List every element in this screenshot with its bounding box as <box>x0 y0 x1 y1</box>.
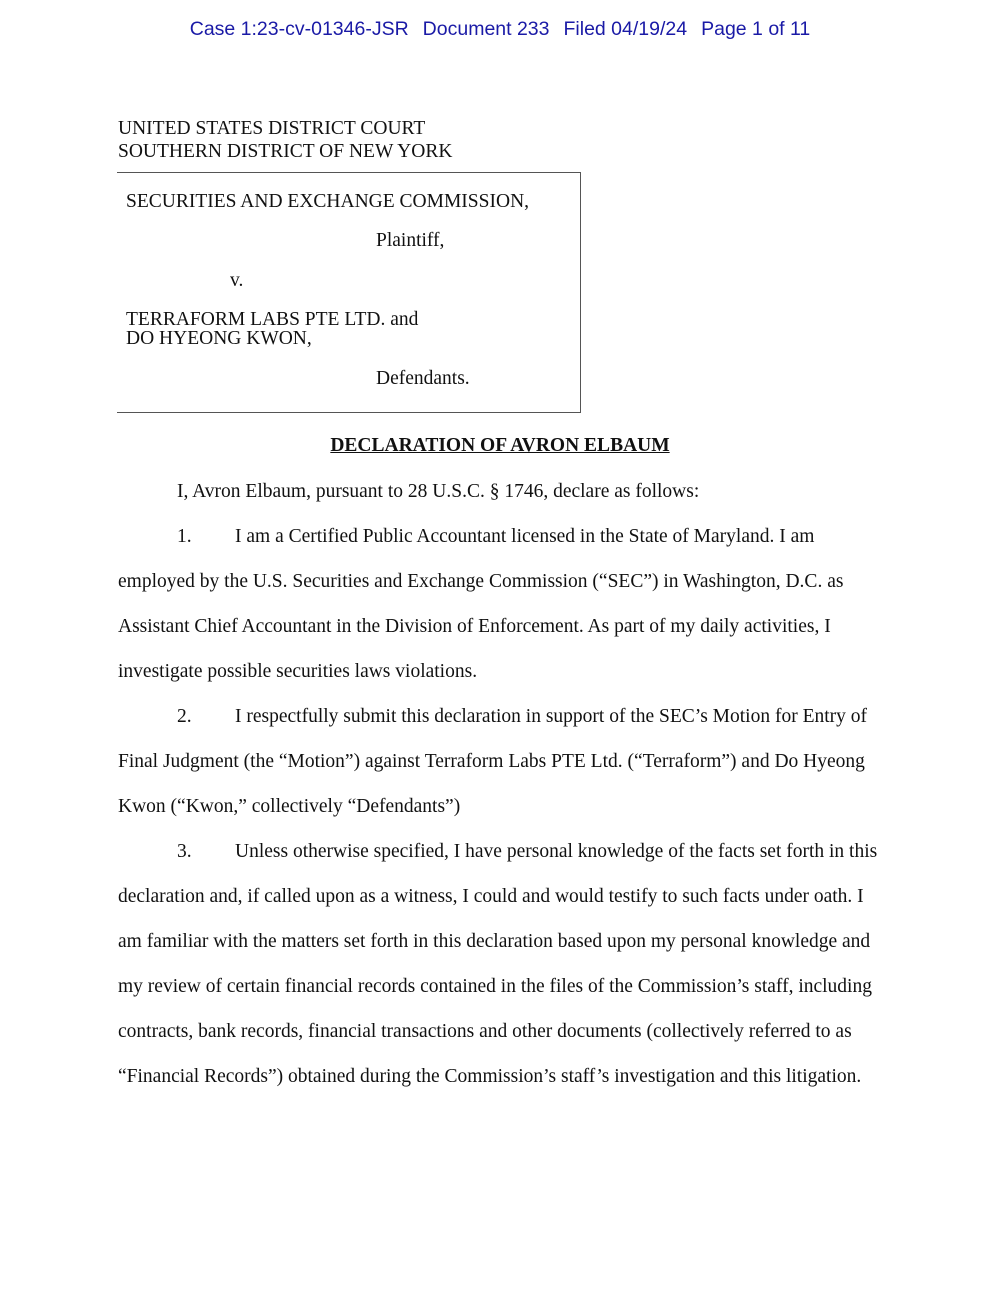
paragraph-line: my review of certain financial records contained in the files of the Commission’s staff, including <box>118 976 872 997</box>
defendant-line-2: DO HYEONG KWON, <box>126 328 312 349</box>
versus: v. <box>230 270 244 291</box>
paragraph-number: 3. <box>177 841 192 862</box>
paragraph-number: 2. <box>177 706 192 727</box>
paragraph-line: declaration and, if called upon as a witness, I could and would testify to such facts under oath. I <box>118 886 864 907</box>
paragraph-line: Kwon (“Kwon,” collectively “Defendants”) <box>118 796 461 817</box>
case-number: Case 1:23-cv-01346-JSR <box>189 18 409 40</box>
paragraph-line: Assistant Chief Accountant in the Division of Enforcement. As part of my daily activities, I <box>118 616 831 637</box>
ecf-header <box>0 18 1000 41</box>
paragraph-line: Final Judgment (the “Motion”) against Terraform Labs PTE Ltd. (“Terraform”) and Do Hyeong <box>118 751 865 772</box>
paragraph-line: I am a Certified Public Accountant licensed in the State of Maryland. I am <box>235 526 815 547</box>
page-indicator: Page 1 of 11 <box>701 18 811 40</box>
paragraph-line: investigate possible securities laws violations. <box>118 661 478 682</box>
document-number: Document 233 <box>422 18 550 40</box>
paragraph-line: I respectfully submit this declaration in support of the SEC’s Motion for Entry of <box>235 706 868 727</box>
defendant-label: Defendants. <box>376 368 470 389</box>
plaintiff-name: SECURITIES AND EXCHANGE COMMISSION, <box>126 191 530 212</box>
plaintiff-label: Plaintiff, <box>376 230 445 251</box>
paragraph-line: employed by the U.S. Securities and Exchange Commission (“SEC”) in Washington, D.C. as <box>118 571 844 592</box>
defendant-line-1: TERRAFORM LABS PTE LTD. and <box>126 309 419 330</box>
paragraph-line: Unless otherwise specified, I have personal knowledge of the facts set forth in this <box>235 841 878 862</box>
paragraph-number: 1. <box>177 526 192 547</box>
paragraph-line: contracts, bank records, financial transactions and other documents (collectively referred to as <box>118 1021 852 1042</box>
document-title: DECLARATION OF AVRON ELBAUM <box>330 435 670 456</box>
intro-line: I, Avron Elbaum, pursuant to 28 U.S.C. § 1746, declare as follows: <box>177 481 700 502</box>
paragraph-line: am familiar with the matters set forth in this declaration based upon my personal knowledge and <box>118 931 871 952</box>
paragraph-line: “Financial Records”) obtained during the Commission’s staff’s investigation and this litigation. <box>118 1066 862 1087</box>
filed-date: Filed 04/19/24 <box>563 18 688 40</box>
court-line-2: SOUTHERN DISTRICT OF NEW YORK <box>118 141 453 162</box>
court-line-1: UNITED STATES DISTRICT COURT <box>118 118 426 139</box>
